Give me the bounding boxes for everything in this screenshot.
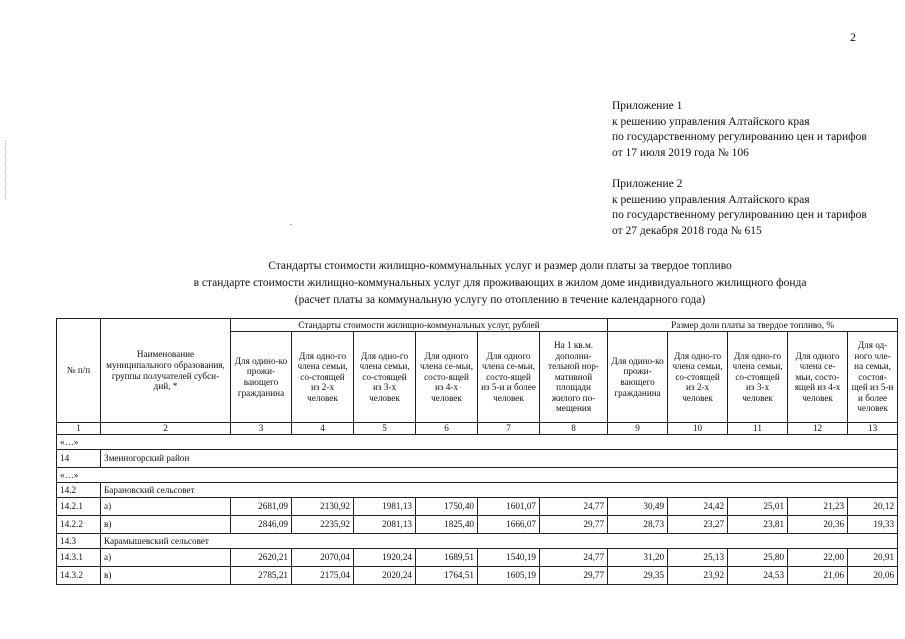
value-cell: 2020,24 <box>354 567 416 585</box>
value-cell: 20,12 <box>848 498 898 516</box>
section-name: Барановский сельсовет <box>101 483 898 498</box>
value-cell: 1689,51 <box>416 549 478 567</box>
stray-dot: . <box>290 218 292 227</box>
header-cell: Для одного члена се-мьи, состо-ящей из 4-х человек <box>788 332 848 423</box>
header-cell: Для одного члена се-мьи, состо-ящей из 5-и и более человек <box>478 332 540 423</box>
value-cell: 29,77 <box>540 567 608 585</box>
value-cell: 1920,24 <box>354 549 416 567</box>
value-cell: 21,06 <box>788 567 848 585</box>
value-cell: 25,13 <box>668 549 728 567</box>
district-name: Змеиногорский район <box>101 450 898 468</box>
appendix-2-block <box>612 177 867 239</box>
appendix-2-line: к решению управления Алтайского края <box>612 193 810 206</box>
column-number-row <box>57 423 898 435</box>
column-number: 7 <box>478 423 540 435</box>
header-name: Наименование муниципального образования, группы получателей субси-дий, * <box>101 319 231 423</box>
ellipsis-cell: «…» <box>57 468 898 483</box>
header-cell: Для одино-ко прожи-вающего гражданина <box>231 332 292 423</box>
document-title <box>60 258 905 309</box>
section-name: Карамышевский сельсовет <box>101 534 898 549</box>
appendix-2-line: Приложение 2 <box>612 178 683 190</box>
column-number: 3 <box>231 423 292 435</box>
appendix-1-line: Приложение 1 <box>612 100 683 112</box>
table-row <box>57 567 898 585</box>
header-group-fuel-share: Размер доли платы за твердое топливо, % <box>608 319 898 332</box>
value-cell: 2681,09 <box>231 498 292 516</box>
title-line: в стандарте стоимости жилищно-коммунальных услуг для проживающих в жилом доме индивидуального жилищного фонда <box>193 277 807 289</box>
ellipsis-cell: «…» <box>57 435 898 450</box>
row-code: 14.3.2 <box>57 567 101 585</box>
row-code: 14.3.1 <box>57 549 101 567</box>
value-cell: 25,80 <box>728 549 788 567</box>
table-row <box>57 549 898 567</box>
appendix-2-line: от 27 декабря 2018 года № 615 <box>612 224 762 237</box>
value-cell: 28,73 <box>608 516 668 534</box>
row-code: 14.2.1 <box>57 498 101 516</box>
header-cell: Для од-ного чле-на семьи, состоя-щей из 5-и и более человек <box>848 332 898 423</box>
value-cell: 29,35 <box>608 567 668 585</box>
ellipsis-row <box>57 435 898 450</box>
column-number: 11 <box>728 423 788 435</box>
header-cell: Для одного члена се-мьи, состо-ящей из 4-х человек <box>416 332 478 423</box>
scan-margin-marks <box>5 140 8 200</box>
header-group-standards: Стандарты стоимости жилищно-коммунальных услуг, рублей <box>231 319 608 332</box>
value-cell: 2620,21 <box>231 549 292 567</box>
value-cell: 1666,07 <box>478 516 540 534</box>
value-cell: 23,92 <box>668 567 728 585</box>
district-code: 14 <box>57 450 101 468</box>
value-cell: 2846,09 <box>231 516 292 534</box>
appendix-1-block <box>612 99 867 161</box>
value-cell: 20,06 <box>848 567 898 585</box>
value-cell: 30,49 <box>608 498 668 516</box>
appendix-2-line: по государственному регулированию цен и тарифов <box>612 209 867 222</box>
value-cell: 22,00 <box>788 549 848 567</box>
district-row <box>57 450 898 468</box>
row-label: в) <box>101 516 231 534</box>
column-number: 2 <box>101 423 231 435</box>
value-cell: 20,91 <box>848 549 898 567</box>
header-np: № п/п <box>57 319 101 423</box>
value-cell: 23,27 <box>668 516 728 534</box>
header-cell: Для одино-ко прожи-вающего гражданина <box>608 332 668 423</box>
section-row <box>57 483 898 498</box>
page-number: 2 <box>850 30 856 44</box>
section-row <box>57 534 898 549</box>
value-cell: 2785,21 <box>231 567 292 585</box>
value-cell: 20,36 <box>788 516 848 534</box>
header-cell: На 1 кв.м. дополни-тельной нор-мативной площади жилого по-мещения <box>540 332 608 423</box>
header-cell: Для одно-го члена семьи, со-стоящей из 2-х человек <box>292 332 354 423</box>
header-cell: Для одно-го члена семьи, со-стоящей из 3-х человек <box>728 332 788 423</box>
header-cell: Для одно-го члена семьи, со-стоящей из 3-х человек <box>354 332 416 423</box>
table-row <box>57 516 898 534</box>
standards-table <box>56 318 898 585</box>
value-cell: 2175,04 <box>292 567 354 585</box>
appendix-1-line: по государственному регулированию цен и тарифов <box>612 131 867 144</box>
section-code: 14.2 <box>57 483 101 498</box>
value-cell: 1764,51 <box>416 567 478 585</box>
row-label: в) <box>101 567 231 585</box>
value-cell: 24,42 <box>668 498 728 516</box>
row-label: а) <box>101 498 231 516</box>
value-cell: 2070,04 <box>292 549 354 567</box>
row-label: а) <box>101 549 231 567</box>
value-cell: 1601,07 <box>478 498 540 516</box>
value-cell: 31,20 <box>608 549 668 567</box>
ellipsis-row <box>57 468 898 483</box>
value-cell: 25,01 <box>728 498 788 516</box>
value-cell: 1605,19 <box>478 567 540 585</box>
column-number: 1 <box>57 423 101 435</box>
value-cell: 21,23 <box>788 498 848 516</box>
appendix-1-line: к решению управления Алтайского края <box>612 115 810 128</box>
value-cell: 29,77 <box>540 516 608 534</box>
value-cell: 1540,19 <box>478 549 540 567</box>
section-code: 14.3 <box>57 534 101 549</box>
table-group-header-row <box>57 319 898 332</box>
header-cell: Для одно-го члена семьи, со-стоящей из 2-х человек <box>668 332 728 423</box>
value-cell: 2235,92 <box>292 516 354 534</box>
value-cell: 24,77 <box>540 498 608 516</box>
column-number: 12 <box>788 423 848 435</box>
column-number: 4 <box>292 423 354 435</box>
value-cell: 23,81 <box>728 516 788 534</box>
appendix-1-line: от 17 июля 2019 года № 106 <box>612 146 749 159</box>
column-number: 10 <box>668 423 728 435</box>
value-cell: 24,77 <box>540 549 608 567</box>
column-number: 5 <box>354 423 416 435</box>
value-cell: 2130,92 <box>292 498 354 516</box>
column-number: 6 <box>416 423 478 435</box>
value-cell: 1981,13 <box>354 498 416 516</box>
column-number: 8 <box>540 423 608 435</box>
value-cell: 2081,13 <box>354 516 416 534</box>
title-line: (расчет платы за коммунальную услугу по отоплению в течение календарного года) <box>294 294 706 306</box>
value-cell: 1825,40 <box>416 516 478 534</box>
title-line: Стандарты стоимости жилищно-коммунальных услуг и размер доли платы за твердое топливо <box>268 260 732 272</box>
row-code: 14.2.2 <box>57 516 101 534</box>
table-row <box>57 498 898 516</box>
value-cell: 1750,40 <box>416 498 478 516</box>
value-cell: 24,53 <box>728 567 788 585</box>
column-number: 9 <box>608 423 668 435</box>
value-cell: 19,33 <box>848 516 898 534</box>
column-number: 13 <box>848 423 898 435</box>
